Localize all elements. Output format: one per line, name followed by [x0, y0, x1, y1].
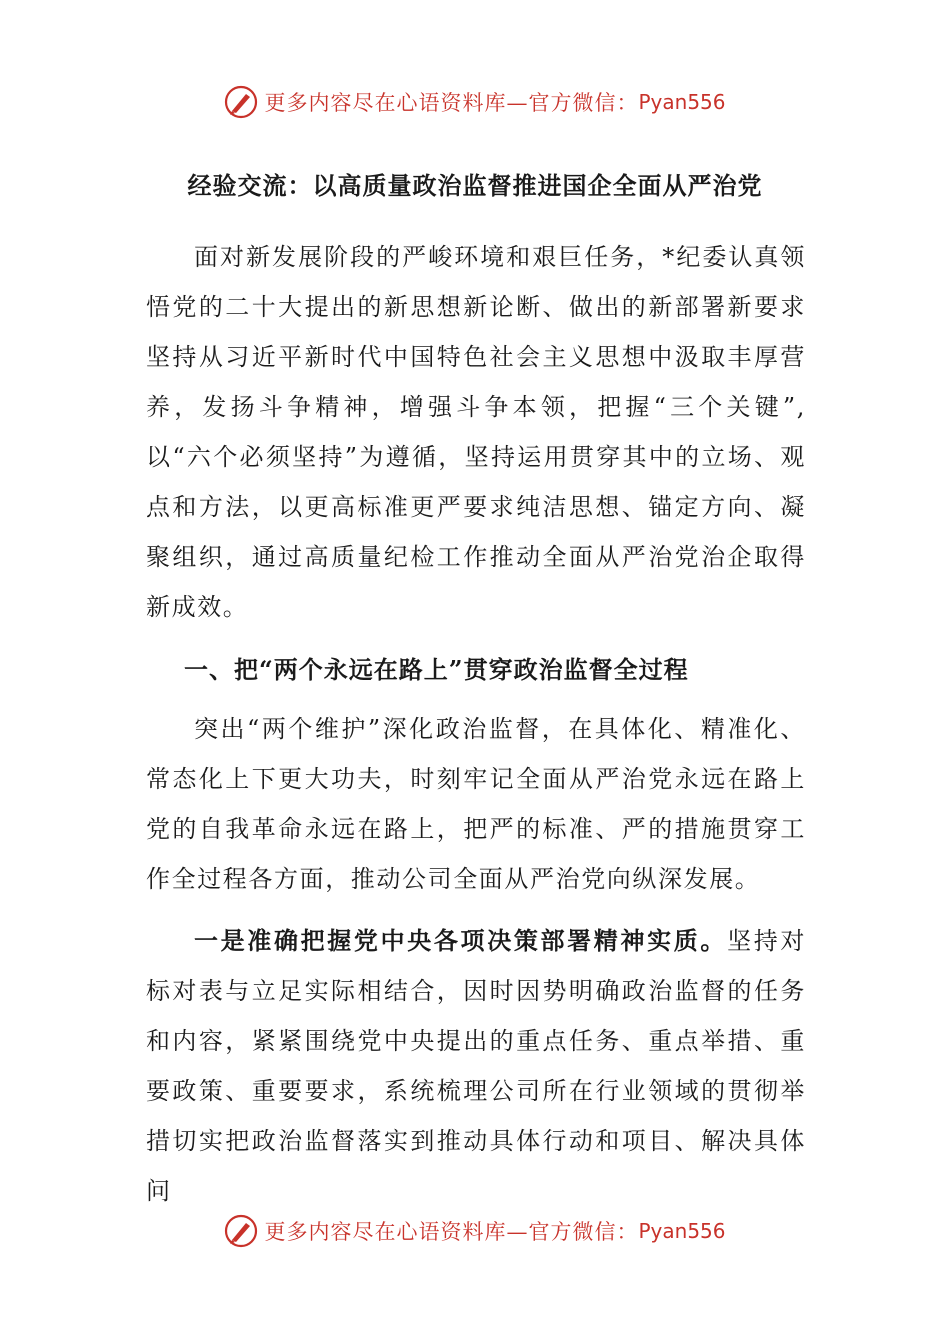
section-paragraph: 突出“两个维护”深化政治监督，在具体化、精准化、常态化上下更大功夫，时刻牢记全面从严治党永远在路上党的自我革命永远在路上，把严的标准、严的措施贯穿工作全过程各方面，推动公司全面从严治党向纵深发展。: [146, 715, 806, 893]
intro-paragraph: 面对新发展阶段的严峻环境和艰巨任务，*纪委认真领悟党的二十大提出的新思想新论断、做出的新部署新要求坚持从习近平新时代中国特色社会主义思想中汲取丰厚营养，发扬斗争精神，增强斗争本领，把握“三个关键”,以“六个必须坚持”为遵循，坚持运用贯穿其中的立场、观点和方法，以更高标准更严要求纯洁思想、锚定方向、凝聚组织，通过高质量纪检工作推动全面从严治党治企取得新成效。: [146, 243, 806, 621]
point-body: 坚持对标对表与立足实际相结合，因时因势明确政治监督的任务和内容，紧紧围绕党中央提出的重点任务、重点举措、重要政策、重要要求，系统梳理公司所在行业领域的贯彻举措切实把政治监督落实到推动具体行动和项目、解决具体问: [146, 927, 806, 1205]
watermark-footer: [0, 1211, 950, 1251]
section-heading: 一、把“两个永远在路上”贯穿政治监督全过程: [184, 655, 689, 684]
watermark-handle: Pyan556: [638, 90, 726, 114]
watermark-text: 更多内容尽在心语资料库—官方微信：: [264, 1220, 639, 1244]
watermark-text: 更多内容尽在心语资料库—官方微信：: [264, 91, 639, 115]
watermark-handle: Pyan556: [638, 1219, 726, 1243]
point-lead: 一是准确把握党中央各项决策部署精神实质。: [194, 926, 728, 955]
pen-logo-icon: [224, 85, 258, 119]
document-title: 经验交流：以高质量政治监督推进国企全面从严治党: [187, 171, 763, 200]
watermark-header: [0, 82, 950, 122]
point-paragraph: [146, 916, 806, 1216]
pen-logo-icon: [224, 1214, 258, 1248]
